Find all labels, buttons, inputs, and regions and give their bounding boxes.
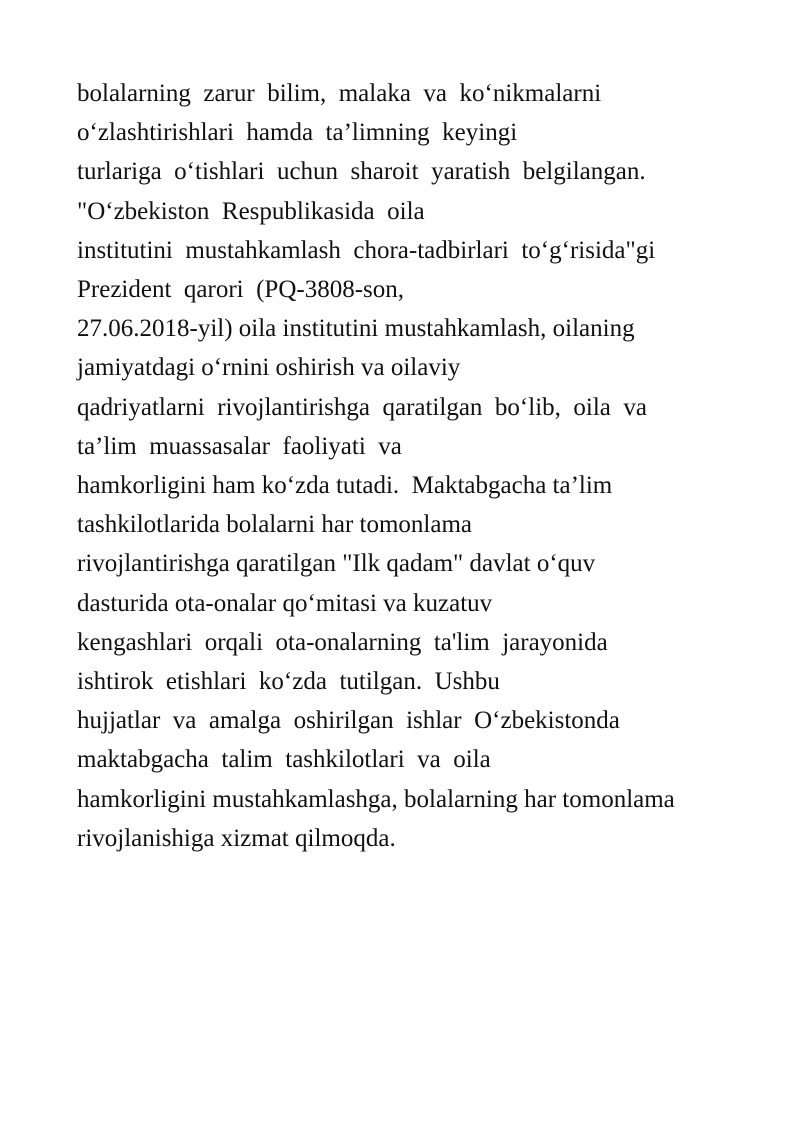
text-line: bolalarning zarur bilim, malaka va ko‘nikmalarni: [77, 80, 602, 107]
text-line: 27.06.2018-yil) oila institutini mustahkamlash, oilaning: [77, 315, 635, 343]
text-line: kengashlari orqali ota-onalarning ta'lim jarayonida: [77, 628, 608, 656]
text-line: tashkilotlarida bolalarni har tomonlama: [77, 511, 473, 539]
text-line: institutini mustahkamlash chora-tadbirlari to‘g‘risida"gi: [77, 236, 656, 264]
text-line: ishtirok etishlari ko‘zda tutilgan. Ushbu: [77, 668, 500, 696]
text-line: Prezident qarori (PQ-3808-son,: [77, 276, 405, 304]
text-line: rivojlanishiga xizmat qilmoqda.: [77, 824, 396, 852]
body-text: [77, 74, 737, 858]
text-line: hamkorligini ham ko‘zda tutadi. Maktabgacha ta’lim: [77, 472, 613, 500]
text-line: qadriyatlarni rivojlantirishga qaratilgan bo‘lib, oila va: [77, 393, 647, 421]
text-line: maktabgacha talim tashkilotlari va oila: [77, 746, 491, 774]
text-line: jamiyatdagi o‘rnini oshirish va oilaviy: [77, 354, 461, 382]
text-line: rivojlantirishga qaratilgan "Ilk qadam" davlat o‘quv: [77, 550, 596, 578]
text-line: turlariga o‘tishlari uchun sharoit yaratish belgilangan.: [77, 158, 646, 186]
text-line: hamkorligini mustahkamlashga, bolalarning har tomonlama: [77, 785, 675, 813]
text-line: hujjatlar va amalga oshirilgan ishlar O‘zbekistonda: [77, 707, 620, 735]
text-line: ta’lim muassasalar faoliyati va: [77, 432, 402, 460]
text-line: "O‘zbekiston Respublikasida oila: [77, 197, 425, 225]
text-line: dasturida ota-onalar qo‘mitasi va kuzatuv: [77, 589, 493, 617]
text-line: o‘zlashtirishlari hamda ta’limning keyingi: [77, 119, 518, 147]
